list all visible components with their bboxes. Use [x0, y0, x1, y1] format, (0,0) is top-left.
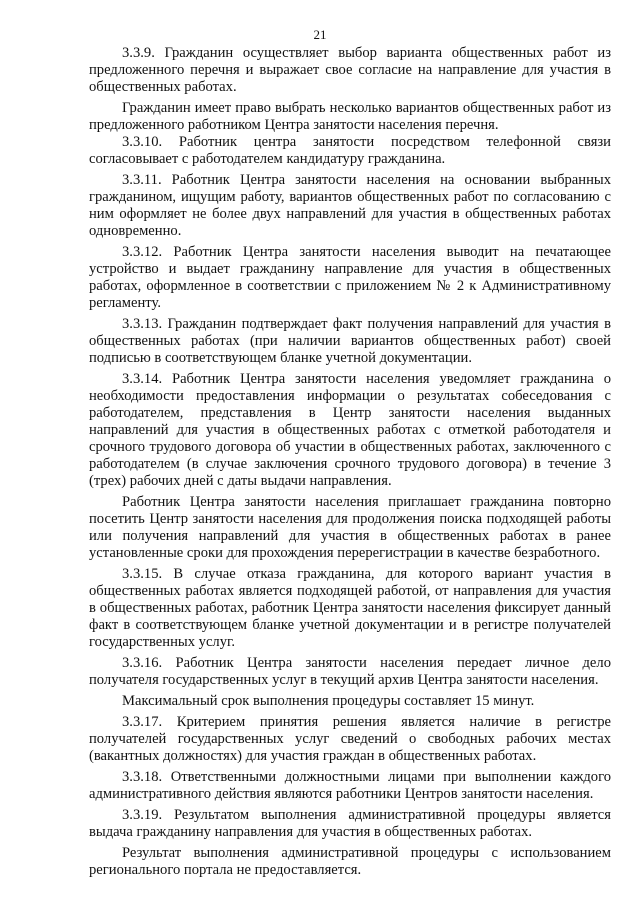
document-body — [89, 45, 611, 879]
paragraph-3-3-18: 3.3.18. Ответственными должностными лицами при выполнении каждого административного действия являются работники Центров занятости населения. — [89, 769, 611, 802]
paragraph-3-3-19: 3.3.19. Результатом выполнения административной процедуры является выдача гражданину направления для участия в общественных работах. — [89, 807, 611, 840]
paragraph-3-3-14: 3.3.14. Работник Центра занятости населения уведомляет гражданина о необходимости предоставления информации о результатах собеседования с работодателем, представления в Центр занятости населения выданных направлений для участия в общественных работах с отметкой работодателя и срочного трудового договора об участии в общественных работах, заключенного с работодателем (в случае заключения срочного трудового договора) в течение 3 (трех) рабочих дней с даты выдачи направления. — [89, 371, 611, 489]
page-number: 21 — [313, 27, 327, 42]
paragraph-3-3-16: 3.3.16. Работник Центра занятости населения передает личное дело получателя государственных услуг в текущий архив Центра занятости населения. — [89, 655, 611, 688]
paragraph-3-3-11: 3.3.11. Работник Центра занятости населения на основании выбранных гражданином, ищущим работу, вариантов общественных работ по согласованию с ним оформляет не более двух направлений для участия в общественных работах одновременно. — [89, 172, 611, 239]
paragraph-3-3-13: 3.3.13. Гражданин подтверждает факт получения направлений для участия в общественных работах (при наличии вариантов общественных работ) своей подписью в соответствующем бланке учетной документации. — [89, 316, 611, 366]
paragraph-3-3-12: 3.3.12. Работник Центра занятости населения выводит на печатающее устройство и выдает гражданину направление для участия в общественных работах, оформленное в соответствии с приложением № 2 к Административному регламенту. — [89, 244, 611, 311]
paragraph-max-duration: Максимальный срок выполнения процедуры составляет 15 минут. — [122, 693, 535, 709]
paragraph-reinvitation: Работник Центра занятости населения приглашает гражданина повторно посетить Центр занятости населения для продолжения поиска подходящей работы или получения направлений для участия в общественных работах в ранее установленные сроки для прохождения перерегистрации в качестве безработного. — [89, 494, 611, 561]
paragraph-3-3-17: 3.3.17. Критерием принятия решения является наличие в регистре получателей государственных услуг сведений о свободных рабочих местах (вакантных должностях) для участия граждан в общественных работах. — [89, 714, 611, 764]
paragraph-3-3-9: 3.3.9. Гражданин осуществляет выбор варианта общественных работ из предложенного перечня и выражает свое согласие на направление для участия в общественных работах. — [89, 45, 611, 95]
paragraph-portal-result: Результат выполнения административной процедуры с использованием регионального портала не предоставляется. — [89, 845, 611, 878]
paragraph-choice-right: Гражданин имеет право выбрать несколько вариантов общественных работ из предложенного работником Центра занятости населения перечня. — [89, 100, 611, 133]
paragraph-3-3-15: 3.3.15. В случае отказа гражданина, для которого вариант участия в общественных работах является подходящей работой, от направления для участия в общественных работах, работник Центра занятости населения фиксирует данный факт в соответствующем бланке учетной документации и в регистре получателей государственных услуг. — [89, 566, 611, 650]
paragraph-3-3-10: 3.3.10. Работник центра занятости посредством телефонной связи согласовывает с работодателем кандидатуру гражданина. — [89, 134, 611, 167]
